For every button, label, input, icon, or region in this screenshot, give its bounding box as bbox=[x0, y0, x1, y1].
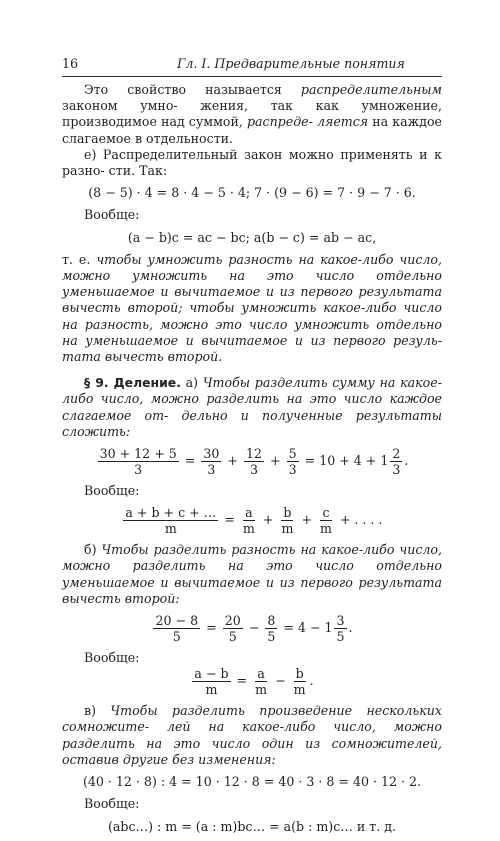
equation-difference-general: $\frac{a - b}{m}$ = $\frac{a}{m}$ − $\frac{b}{m}$ . bbox=[194, 666, 314, 698]
paragraph-distributive: Это свойство называется распределительным законом умно- жения, так как умножение, производимое над суммой, распреде- ляется на каждое слагаемое в отдельности. bbox=[62, 82, 442, 146]
label-in-general: Вообще: bbox=[84, 483, 140, 499]
header-rule bbox=[62, 76, 442, 77]
equation-product-example: (40 · 12 · 8) : 4 = 10 · 12 · 8 = 40 · 3 · 8 = 40 · 12 · 2. bbox=[82, 774, 422, 790]
label-in-general: Вообще: bbox=[84, 650, 140, 666]
equation-general-1: (a − b)c = ac − bc; a(b − c) = ab − ac, bbox=[127, 229, 377, 245]
page-body bbox=[62, 82, 442, 841]
page-number: 16 bbox=[62, 56, 79, 71]
label-in-general: Вообще: bbox=[84, 207, 140, 223]
section-9: § 9. Деление. а) Чтобы разделить сумму на какое-либо число, можно разделить на это число каждое слагаемое от- дельно и полученные результаты сложить: bbox=[62, 375, 442, 439]
equation-division-example: $\frac{30 + 12 + 5}{3}$ = $\frac{30}{3}$ + $\frac{12}{3}$ + $\frac{5}{3}$ = 10 + 4 + 1 $\frac{2}{3}$ . bbox=[99, 446, 409, 478]
equation-product-general: (abc…) : m = (a : m)bc… = a(b : m)c… и т. д. bbox=[108, 818, 396, 834]
running-header bbox=[62, 56, 442, 74]
section-heading: § 9. Деление. bbox=[84, 375, 181, 391]
equation-example-1: (8 − 5) · 4 = 8 · 4 − 5 · 4; 7 · (9 − 6) = 7 · 9 − 7 · 6. bbox=[88, 185, 416, 201]
chapter-title: Гл. I. Предварительные понятия bbox=[177, 56, 405, 71]
paragraph-rule-subtraction: т. е. чтобы умножить разность на какое-либо число, можно умножить на это число отдельно уменьшаемое и вычитаемое и из первого результата вычесть второй; чтобы умножить какое-либо число на разность, можно это число умножить отдельно на уменьшаемое и вычитаемое и из первого резуль- тата вычесть второй. bbox=[62, 251, 442, 365]
equation-division-general: $\frac{a + b + c + \dots}{m}$ = $\frac{a}{m}$ + $\frac{b}{m}$ + $\frac{c}{m}$ + . . . . bbox=[125, 505, 383, 537]
equation-difference-example: $\frac{20 - 8}{5}$ = $\frac{20}{5}$ − $\frac{8}{5}$ = 4 − 1 $\frac{3}{5}$ . bbox=[155, 613, 353, 645]
paragraph-subtraction: е) Распределительный закон можно применять и к разно- сти. Так: bbox=[62, 146, 442, 179]
paragraph-division-product: в) Чтобы разделить произведение нескольких сомножите- лей на какое-либо число, можно разделить на это число один из сомножителей, оставив другие без изменения: bbox=[62, 703, 442, 767]
label-in-general: Вообще: bbox=[84, 796, 140, 812]
paragraph-division-difference: б) Чтобы разделить разность на какое-либо число, можно разделить на это число отдельно уменьшаемое и вычитаемое и из первого результата вычесть второй: bbox=[62, 542, 442, 606]
